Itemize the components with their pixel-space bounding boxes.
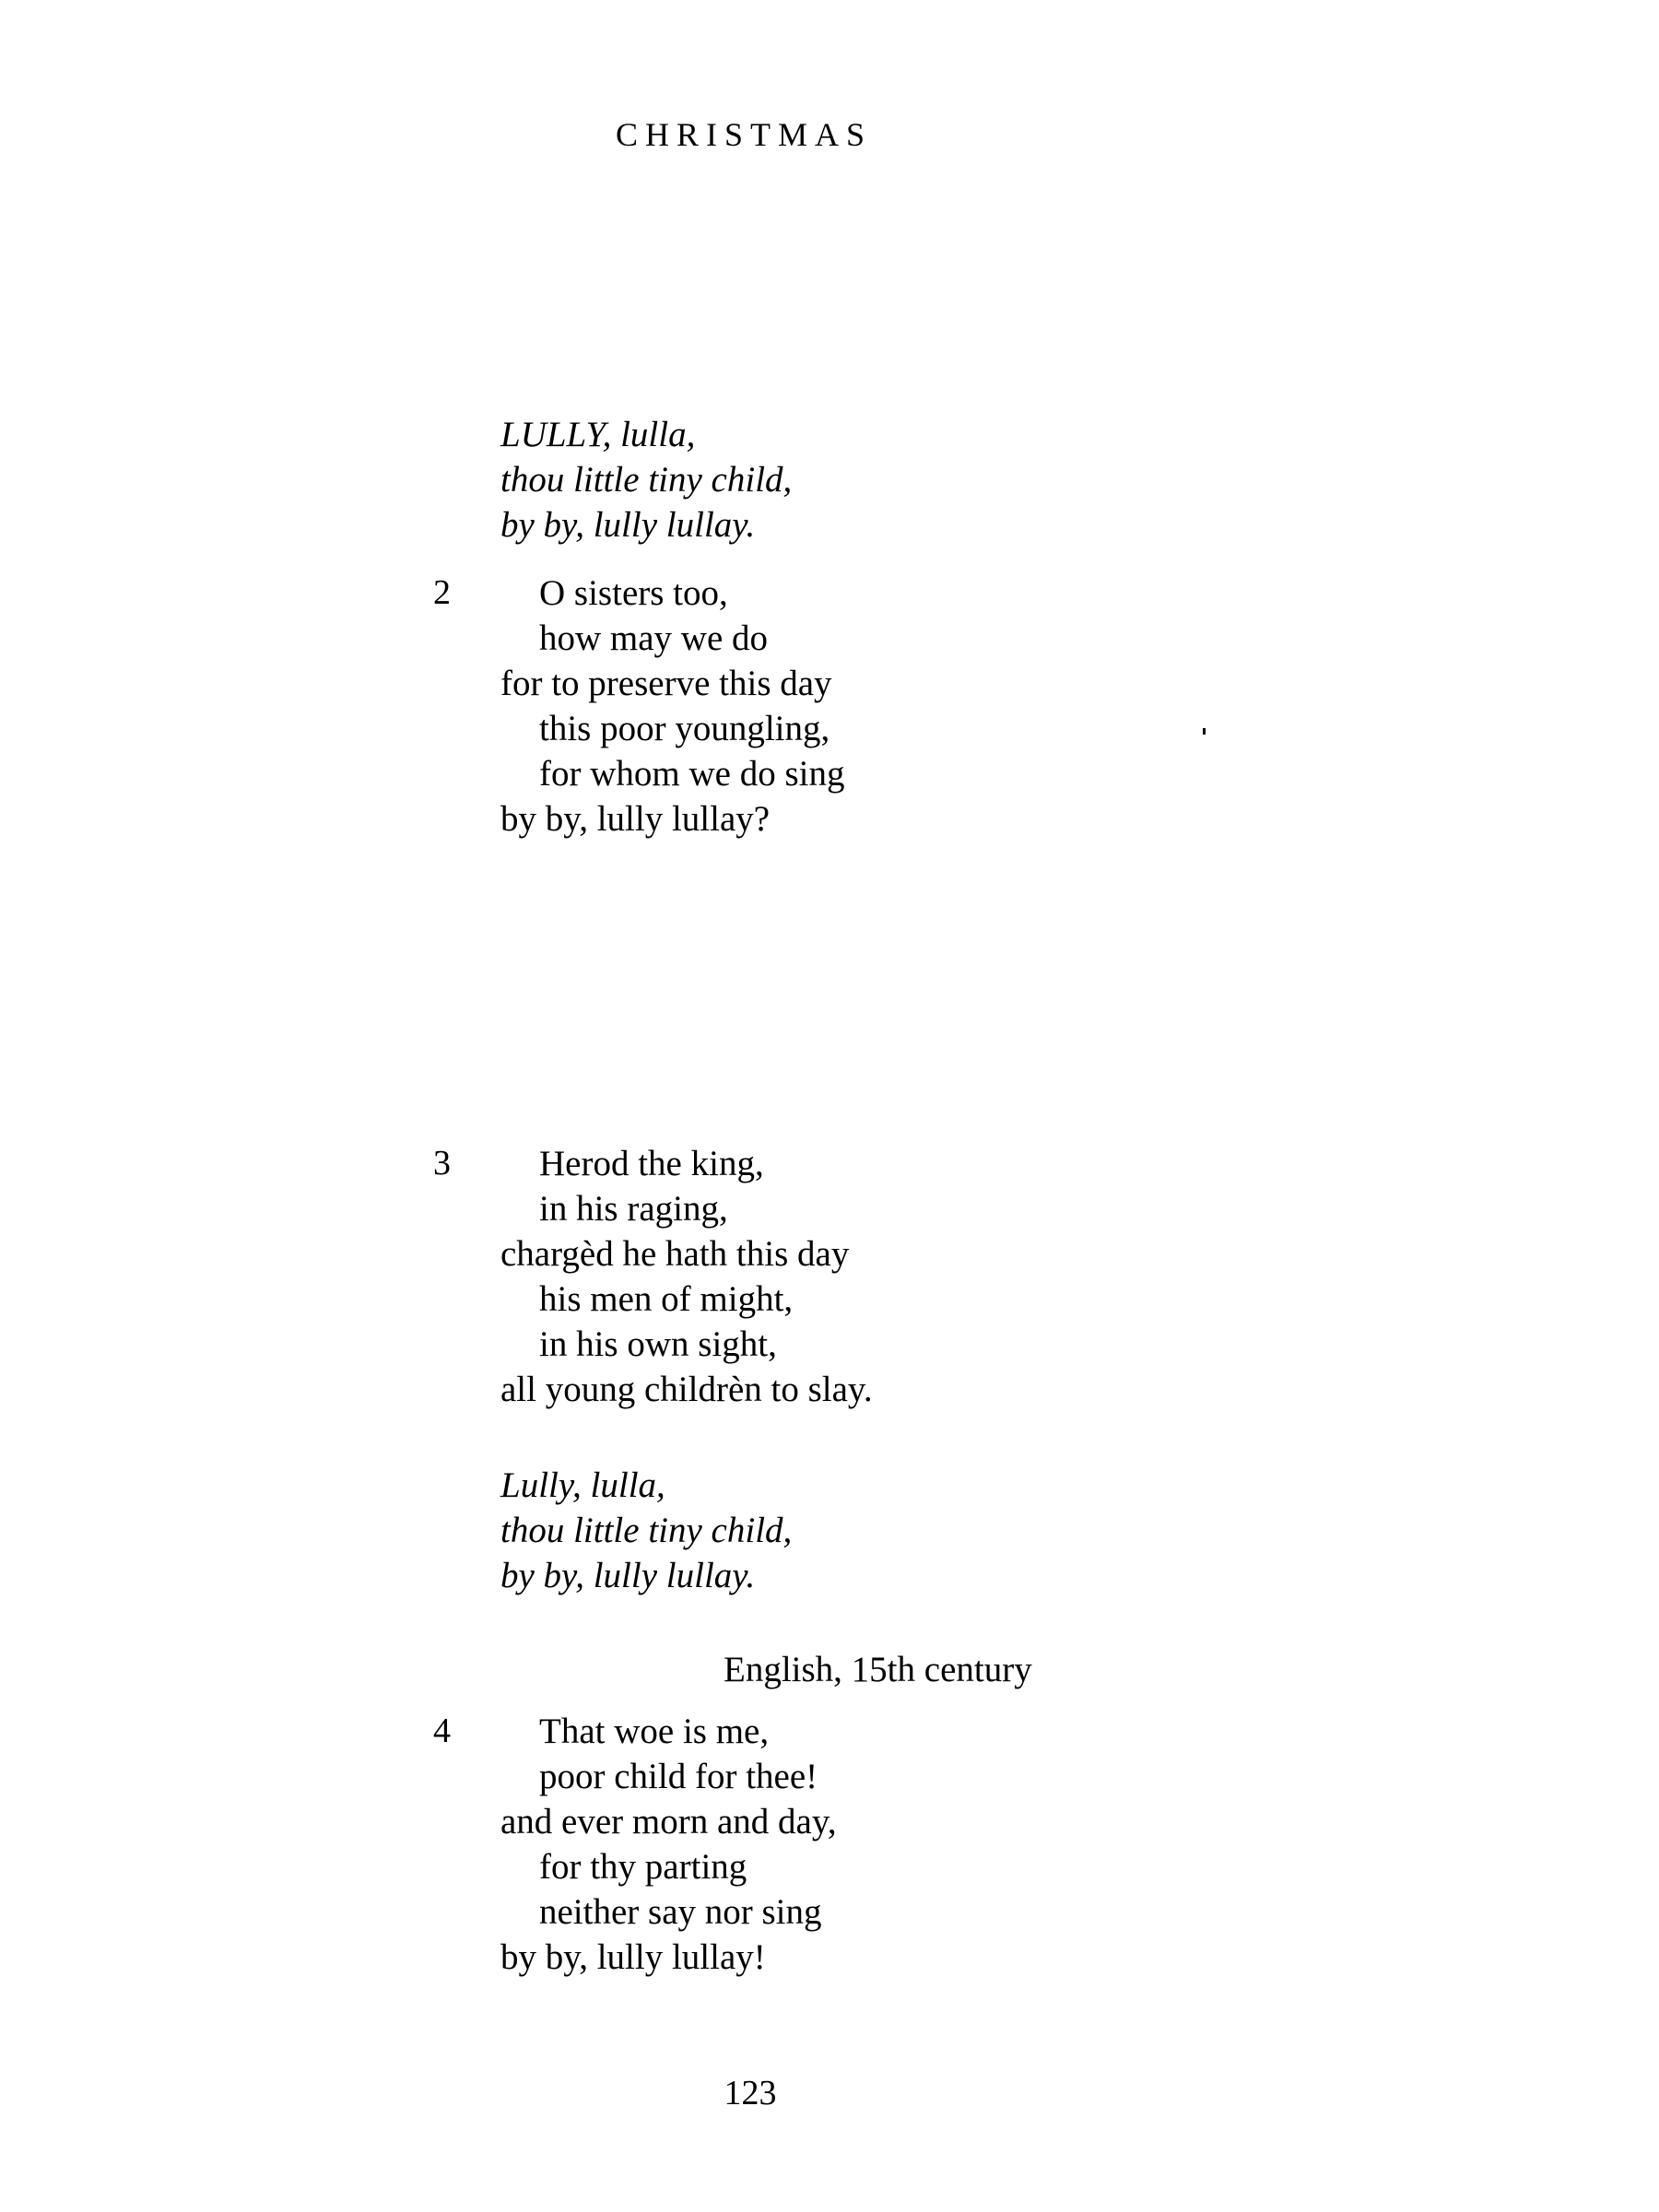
verse-line: Herod the king, (539, 1144, 764, 1183)
verse-line: for thy parting (539, 1847, 747, 1887)
refrain-line: thou little tiny child, (500, 1511, 793, 1550)
page-number: 123 (724, 2074, 777, 2112)
running-header: CHRISTMAS (615, 116, 873, 153)
verse-number: 4 (433, 1712, 451, 1750)
verse-line: That woe is me, (539, 1712, 770, 1751)
verse-line: all young childrèn to slay. (500, 1370, 873, 1409)
verse-line: this poor youngling, (539, 709, 830, 748)
verse-line: O sisters too, (539, 573, 728, 613)
verse-line: and ever morn and day, (500, 1802, 837, 1841)
opening-refrain (433, 412, 792, 547)
verse-line: how may we do (539, 618, 769, 658)
refrain-line: by by, lully lullay. (500, 1556, 756, 1595)
verse-line: for to preserve this day (500, 664, 832, 703)
attribution: English, 15th century (724, 1650, 1032, 1689)
refrain-line: thou little tiny child, (500, 460, 793, 500)
verse-4 (433, 1709, 1171, 1980)
scan-speck-mark (1203, 728, 1206, 735)
closing-refrain (433, 1463, 792, 1598)
verse-line: neither say nor sing (539, 1892, 822, 1932)
verse-2 (433, 571, 1171, 841)
verse-line: by by, lully lullay? (500, 799, 771, 839)
verse-line: his men of might, (539, 1279, 794, 1319)
verse-line: for whom we do sing (539, 754, 845, 794)
refrain-line: by by, lully lullay. (500, 505, 756, 545)
verse-line: in his raging, (539, 1189, 728, 1229)
verse-line: poor child for thee! (539, 1757, 818, 1796)
verse-number: 3 (433, 1144, 451, 1182)
verse-line: chargèd he hath this day (500, 1234, 850, 1274)
refrain-line: LULLY, lulla, (500, 415, 696, 454)
verse-3 (433, 1141, 1171, 1412)
refrain-line: Lully, lulla, (500, 1465, 665, 1505)
verse-line: by by, lully lullay! (500, 1937, 766, 1977)
verse-line: in his own sight, (539, 1324, 777, 1364)
verse-number: 2 (433, 573, 451, 612)
